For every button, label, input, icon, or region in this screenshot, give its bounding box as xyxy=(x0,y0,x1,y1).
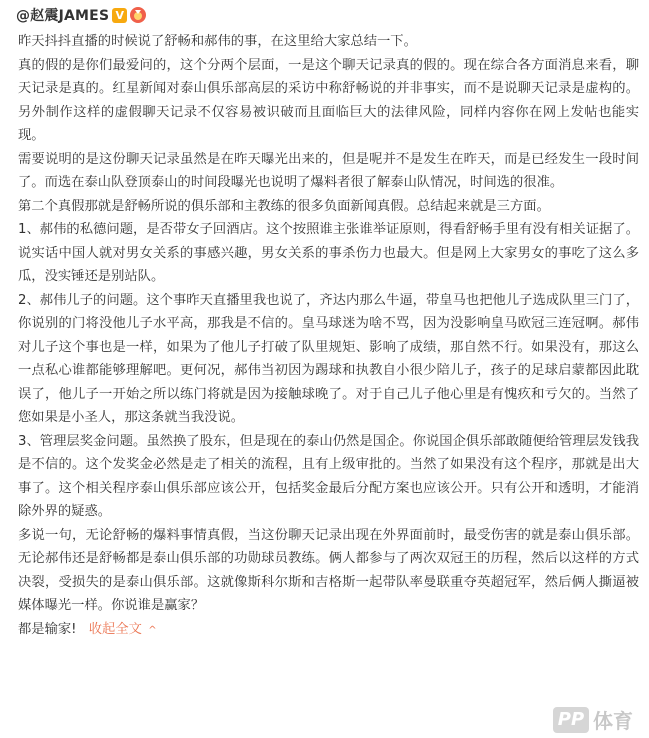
verified-badge-icon: V xyxy=(112,8,127,23)
post-paragraph: 昨天抖抖直播的时候说了舒畅和郝伟的事，在这里给大家总结一下。 xyxy=(18,34,417,49)
collapse-full-text-link[interactable] xyxy=(89,622,157,637)
post-paragraph: 多说一句，无论舒畅的爆料事情真假，当这份聊天记录出现在外界面前时，最受伤害的就是泰山俱乐部。无论郝伟还是舒畅都是泰山俱乐部的功勋球员教练。俩人都参与了两次双冠王的历程，然后以这样的方式决裂，受损失的是泰山俱乐部。这就像斯科尔斯和吉格斯一起带队率曼联重夺英超冠军，然后俩人撕逼被媒体曝光一样。你说谁是赢家？ xyxy=(18,527,639,613)
username-link[interactable]: @赵震JAMES xyxy=(16,8,110,24)
post-body xyxy=(10,30,639,642)
chevron-up-icon: ^ xyxy=(148,624,157,636)
pp-logo-icon: PP xyxy=(553,707,589,733)
post-footer-line xyxy=(18,618,639,643)
post-paragraph: 3、管理层奖金问题。虽然换了股东，但是现在的泰山仍然是国企。你说国企俱乐部敢随便给管理层发钱我是不信的。这个发奖金必然是走了相关的流程，且有上级审批的。当然了如果没有这个程序，那就是出大事了。这个相关程序泰山俱乐部应该公开，包括奖金最后分配方案也应该公开。只有公开和透明，才能消除外界的疑惑。 xyxy=(18,433,639,519)
pp-sports-watermark xyxy=(553,705,633,734)
post-paragraph: 2、郝伟儿子的问题。这个事昨天直播里我也说了，齐达内那么牛逼，带皇马也把他儿子选成队里三门了，你说别的门将没他儿子水平高，那我是不信的。皇马球迷为啥不骂，因为没影响皇马欧冠三连冠啊。郝伟对儿子这个事也是一样，如果为了他儿子打破了队里规矩、影响了成绩，那自然不行。如果没有，那这么一点私心谁都能够理解吧。更何况，郝伟当初因为踢球和执教自小很少陪儿子，孩子的足球启蒙都因此耽误了，他儿子一开始之所以练门将就是因为接触球晚了。对于自己儿子他心里是有愧疚和亏欠的。当然了您如果是小圣人，那这条就当我没说。 xyxy=(18,292,639,425)
post-paragraph: 真的假的是你们最爱问的，这个分两个层面，一是这个聊天记录真的假的。现在综合各方面消息来看，聊天记录是真的。红星新闻对泰山俱乐部高层的采访中称舒畅说的并非事实，而不是说聊天记录是虚构的。另外制作这样的虚假聊天记录不仅容易被识破而且面临巨大的法律风险，同样内容你在网上发帖也能实现。 xyxy=(18,57,639,143)
watermark-text: 体育 xyxy=(593,709,633,733)
post-paragraph: 需要说明的是这份聊天记录虽然是在昨天曝光出来的，但是呢并不是发生在昨天，而是已经发生一段时间了。而选在泰山队登顶泰山的时间段曝光也说明了爆料者很了解泰山队情况，时间选的很准。 xyxy=(18,151,639,190)
medal-icon xyxy=(130,7,146,23)
post-paragraph: 第二个真假那就是舒畅所说的俱乐部和主教练的很多负面新闻真假。总结起来就是三方面。 xyxy=(18,198,550,214)
post-paragraph: 1、郝伟的私德问题，是否带女子回酒店。这个按照谁主张谁举证原则，得看舒畅手里有没有相关证据了。说实话中国人就对男女关系的事感兴趣，男女关系的事杀伤力也最大。但是网上大家男女的事吃了这么多瓜，没实锤还是别站队。 xyxy=(18,222,639,284)
collapse-label: 收起全文 xyxy=(88,621,142,637)
post-header xyxy=(10,0,639,30)
post-last-line: 都是输家! xyxy=(18,621,77,637)
